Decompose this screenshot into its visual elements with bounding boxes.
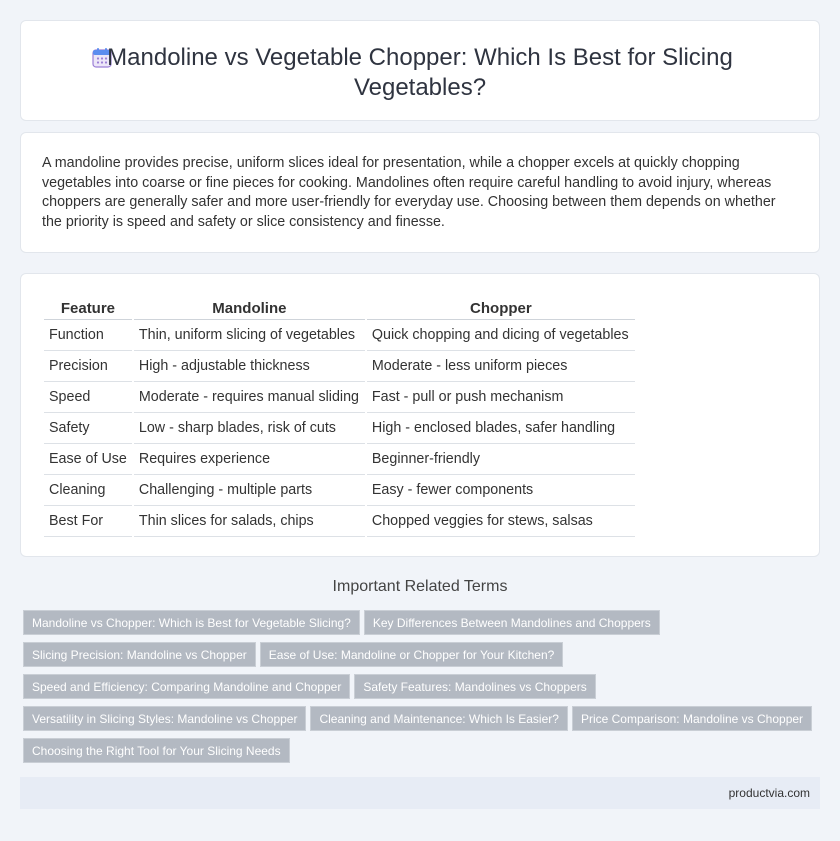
tag-row [23, 642, 813, 674]
related-terms-list [23, 610, 813, 770]
table-header-row [44, 294, 635, 320]
mandoline-cell: Low - sharp blades, risk of cuts [134, 413, 365, 444]
feature-cell: Function [44, 320, 132, 351]
header-chopper: Chopper [367, 294, 635, 320]
title-card [20, 20, 820, 121]
header-mandoline: Mandoline [134, 294, 365, 320]
comparison-table [42, 294, 637, 537]
summary-card [20, 132, 820, 253]
mandoline-cell: Thin slices for salads, chips [134, 506, 365, 537]
related-term-link[interactable]: Key Differences Between Mandolines and Choppers [364, 610, 660, 635]
feature-cell: Precision [44, 351, 132, 382]
mandoline-cell: Challenging - multiple parts [134, 475, 365, 506]
mandoline-cell: High - adjustable thickness [134, 351, 365, 382]
related-term-link[interactable]: Versatility in Slicing Styles: Mandoline vs Chopper [23, 706, 306, 731]
table-row [44, 382, 635, 413]
related-term-link[interactable]: Mandoline vs Chopper: Which is Best for Vegetable Slicing? [23, 610, 360, 635]
header-feature: Feature [44, 294, 132, 320]
related-term-link[interactable]: Slicing Precision: Mandoline vs Chopper [23, 642, 256, 667]
related-term-link[interactable]: Cleaning and Maintenance: Which Is Easier? [310, 706, 567, 731]
feature-cell: Ease of Use [44, 444, 132, 475]
tag-row [23, 610, 813, 642]
table-row [44, 475, 635, 506]
feature-cell: Best For [44, 506, 132, 537]
related-term-link[interactable]: Speed and Efficiency: Comparing Mandoline and Chopper [23, 674, 350, 699]
feature-cell: Speed [44, 382, 132, 413]
footer-site-link[interactable]: productvia.com [728, 786, 810, 800]
chopper-cell: Moderate - less uniform pieces [367, 351, 635, 382]
footer [20, 777, 820, 809]
related-term-link[interactable]: Ease of Use: Mandoline or Chopper for Your Kitchen? [260, 642, 564, 667]
feature-cell: Cleaning [44, 475, 132, 506]
table-row [44, 320, 635, 351]
chopper-cell: High - enclosed blades, safer handling [367, 413, 635, 444]
table-row [44, 351, 635, 382]
related-term-link[interactable]: Safety Features: Mandolines vs Choppers [354, 674, 595, 699]
tag-row [23, 674, 813, 706]
chopper-cell: Quick chopping and dicing of vegetables [367, 320, 635, 351]
mandoline-cell: Requires experience [134, 444, 365, 475]
chopper-cell: Beginner-friendly [367, 444, 635, 475]
mandoline-cell: Moderate - requires manual sliding [134, 382, 365, 413]
table-row [44, 444, 635, 475]
page-title: Mandoline vs Vegetable Chopper: Which Is Best for Slicing Vegetables? [107, 44, 733, 101]
comparison-card [20, 273, 820, 557]
related-term-link[interactable]: Price Comparison: Mandoline vs Chopper [572, 706, 812, 731]
mandoline-cell: Thin, uniform slicing of vegetables [134, 320, 365, 351]
tag-row [23, 738, 813, 770]
table-row [44, 506, 635, 537]
feature-cell: Safety [44, 413, 132, 444]
related-terms-heading: Important Related Terms [332, 578, 508, 595]
table-row [44, 413, 635, 444]
chopper-cell: Fast - pull or push mechanism [367, 382, 635, 413]
chopper-cell: Chopped veggies for stews, salsas [367, 506, 635, 537]
chopper-cell: Easy - fewer components [367, 475, 635, 506]
tag-row [23, 706, 813, 738]
summary-paragraph: A mandoline provides precise, uniform slices ideal for presentation, while a chopper excels at quickly chopping vegetables into coarse or fine pieces for cooking. Mandolines often require careful handling to avoid injury, whereas choppers are generally safer and more user-friendly for everyday use. Choosing between them depends on whether the priority is speed and safety or slice consistency and finesse. [42, 155, 776, 230]
related-term-link[interactable]: Choosing the Right Tool for Your Slicing Needs [23, 738, 290, 763]
